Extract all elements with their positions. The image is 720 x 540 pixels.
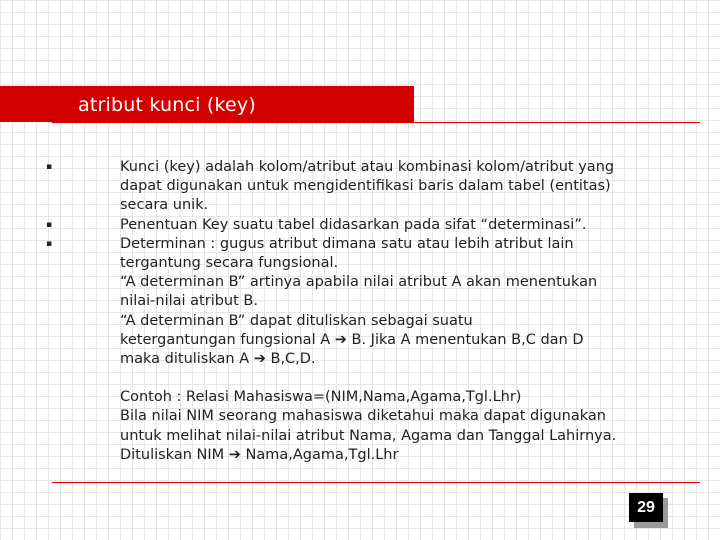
body-segment: maka dituliskan A [120, 351, 250, 368]
slide-body [120, 158, 690, 465]
body-segment: ketergantungan fungsional A [120, 331, 331, 348]
body-line [120, 446, 690, 465]
arrow-right-icon: ➔ [228, 446, 241, 463]
body-line: Penentuan Key suatu tabel didasarkan pada sifat “determinasi”. [120, 216, 587, 233]
footer-rule [52, 482, 700, 483]
body-segment: Nama,Agama,Tgl.Lhr [245, 446, 399, 463]
title-underline [52, 122, 700, 123]
body-line: Contoh : Relasi Mahasiswa=(NIM,Nama,Agama,Tgl.Lhr) [120, 389, 522, 406]
body-segment: B. Jika A menentukan B,C dan D [351, 331, 584, 348]
paragraph-gap [120, 369, 690, 388]
body-line: “A determinan B” dapat dituliskan sebagai suatu [120, 312, 473, 329]
body-line [120, 350, 690, 369]
body-line: “A determinan B” artinya apabila nilai atribut A akan menentukan [120, 274, 598, 291]
arrow-right-icon: ➔ [334, 331, 347, 348]
bullet-marker-icon: ▪ [46, 162, 53, 172]
body-line: Bila nilai NIM seorang mahasiswa diketahui maka dapat digunakan [120, 408, 606, 425]
body-line: secara unik. [120, 197, 209, 214]
body-line: dapat digunakan untuk mengidentifikasi baris dalam tabel (entitas) [120, 178, 611, 195]
page-number: 29 [629, 493, 663, 522]
body-line: tergantung secara fungsional. [120, 255, 339, 272]
body-segment: Dituliskan NIM [120, 446, 225, 463]
body-line: Kunci (key) adalah kolom/atribut atau kombinasi kolom/atribut yang [120, 159, 615, 175]
slide-title: atribut kunci (key) [78, 94, 256, 116]
bullet-marker-icon: ▪ [46, 239, 53, 249]
body-line: nilai-nilai atribut B. [120, 293, 258, 310]
body-line: Determinan : gugus atribut dimana satu atau lebih atribut lain [120, 235, 574, 252]
bullet-marker-icon: ▪ [46, 220, 53, 230]
title-bar [0, 86, 414, 122]
body-line: untuk melihat nilai-nilai atribut Nama, Agama dan Tanggal Lahirnya. [120, 427, 617, 444]
arrow-right-icon: ➔ [253, 351, 266, 368]
body-segment: B,C,D. [270, 351, 316, 368]
body-line [120, 331, 690, 350]
